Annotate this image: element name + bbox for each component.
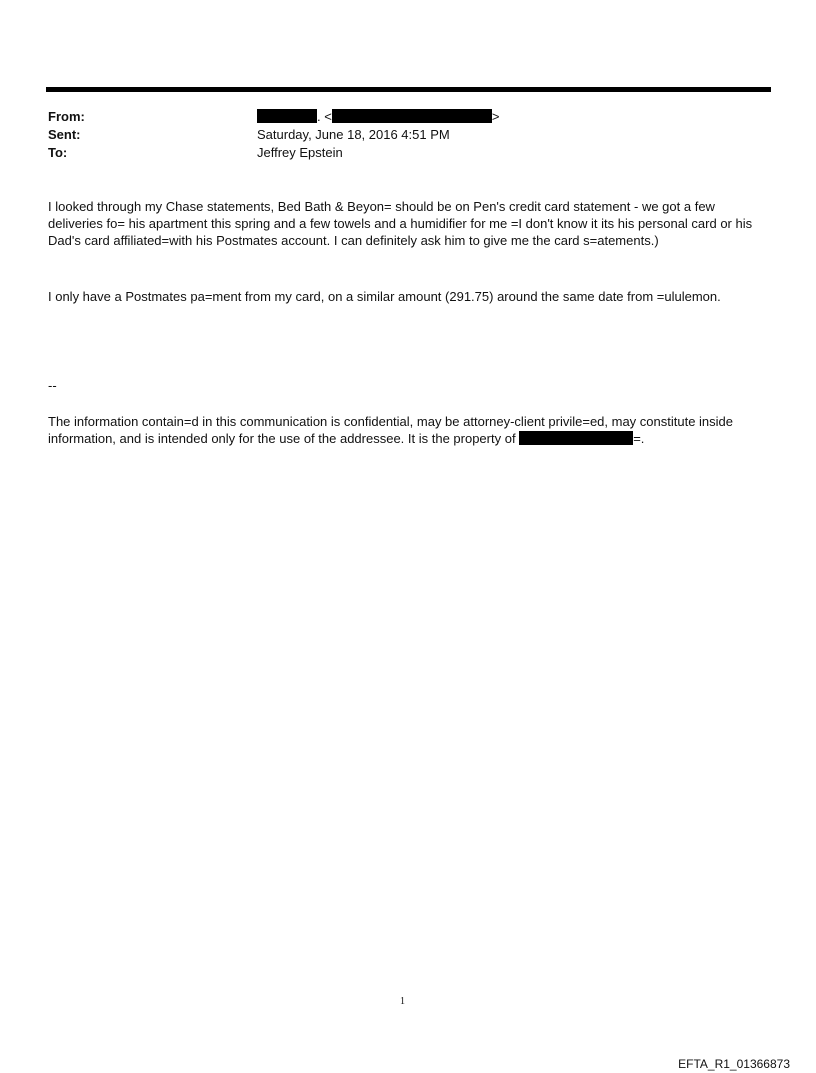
from-label: From: bbox=[48, 109, 85, 124]
signature-separator: -- bbox=[48, 378, 57, 393]
confidentiality-disclaimer bbox=[48, 413, 773, 447]
sent-label: Sent: bbox=[48, 127, 81, 142]
from-value bbox=[257, 108, 499, 125]
page-number: 1 bbox=[400, 996, 405, 1007]
header-rule bbox=[46, 87, 771, 92]
redaction-box bbox=[519, 431, 633, 445]
from-punct-close: > bbox=[491, 109, 500, 124]
to-value: Jeffrey Epstein bbox=[257, 145, 343, 160]
redaction-box bbox=[332, 109, 492, 123]
redaction-box bbox=[257, 109, 317, 123]
body-paragraph-1: I looked through my Chase statements, Bed Bath & Beyon= should be on Pen's credit card statement - we got a few deliveries fo= his apartment this spring and a few towels and a humidifier for me =I don't know it its his personal card or his Dad's card affiliated=with his Postmates account. I can definitely ask him to give me the card s=atements.) bbox=[48, 199, 753, 248]
disclaimer-suffix: =. bbox=[633, 431, 645, 446]
to-label: To: bbox=[48, 145, 68, 160]
from-punct-open: . < bbox=[317, 109, 332, 124]
document-id: EFTA_R1_01366873 bbox=[678, 1057, 790, 1071]
sent-value: Saturday, June 18, 2016 4:51 PM bbox=[257, 127, 450, 142]
disclaimer-text: The information contain=d in this communication is confidential, may be attorney-client privile=ed, may constitute inside information, and is intended only for the use of the addressee. It is the property of bbox=[48, 414, 734, 446]
body-paragraph-2: I only have a Postmates pa=ment from my card, on a similar amount (291.75) around the same date from =ululemon. bbox=[48, 289, 721, 304]
